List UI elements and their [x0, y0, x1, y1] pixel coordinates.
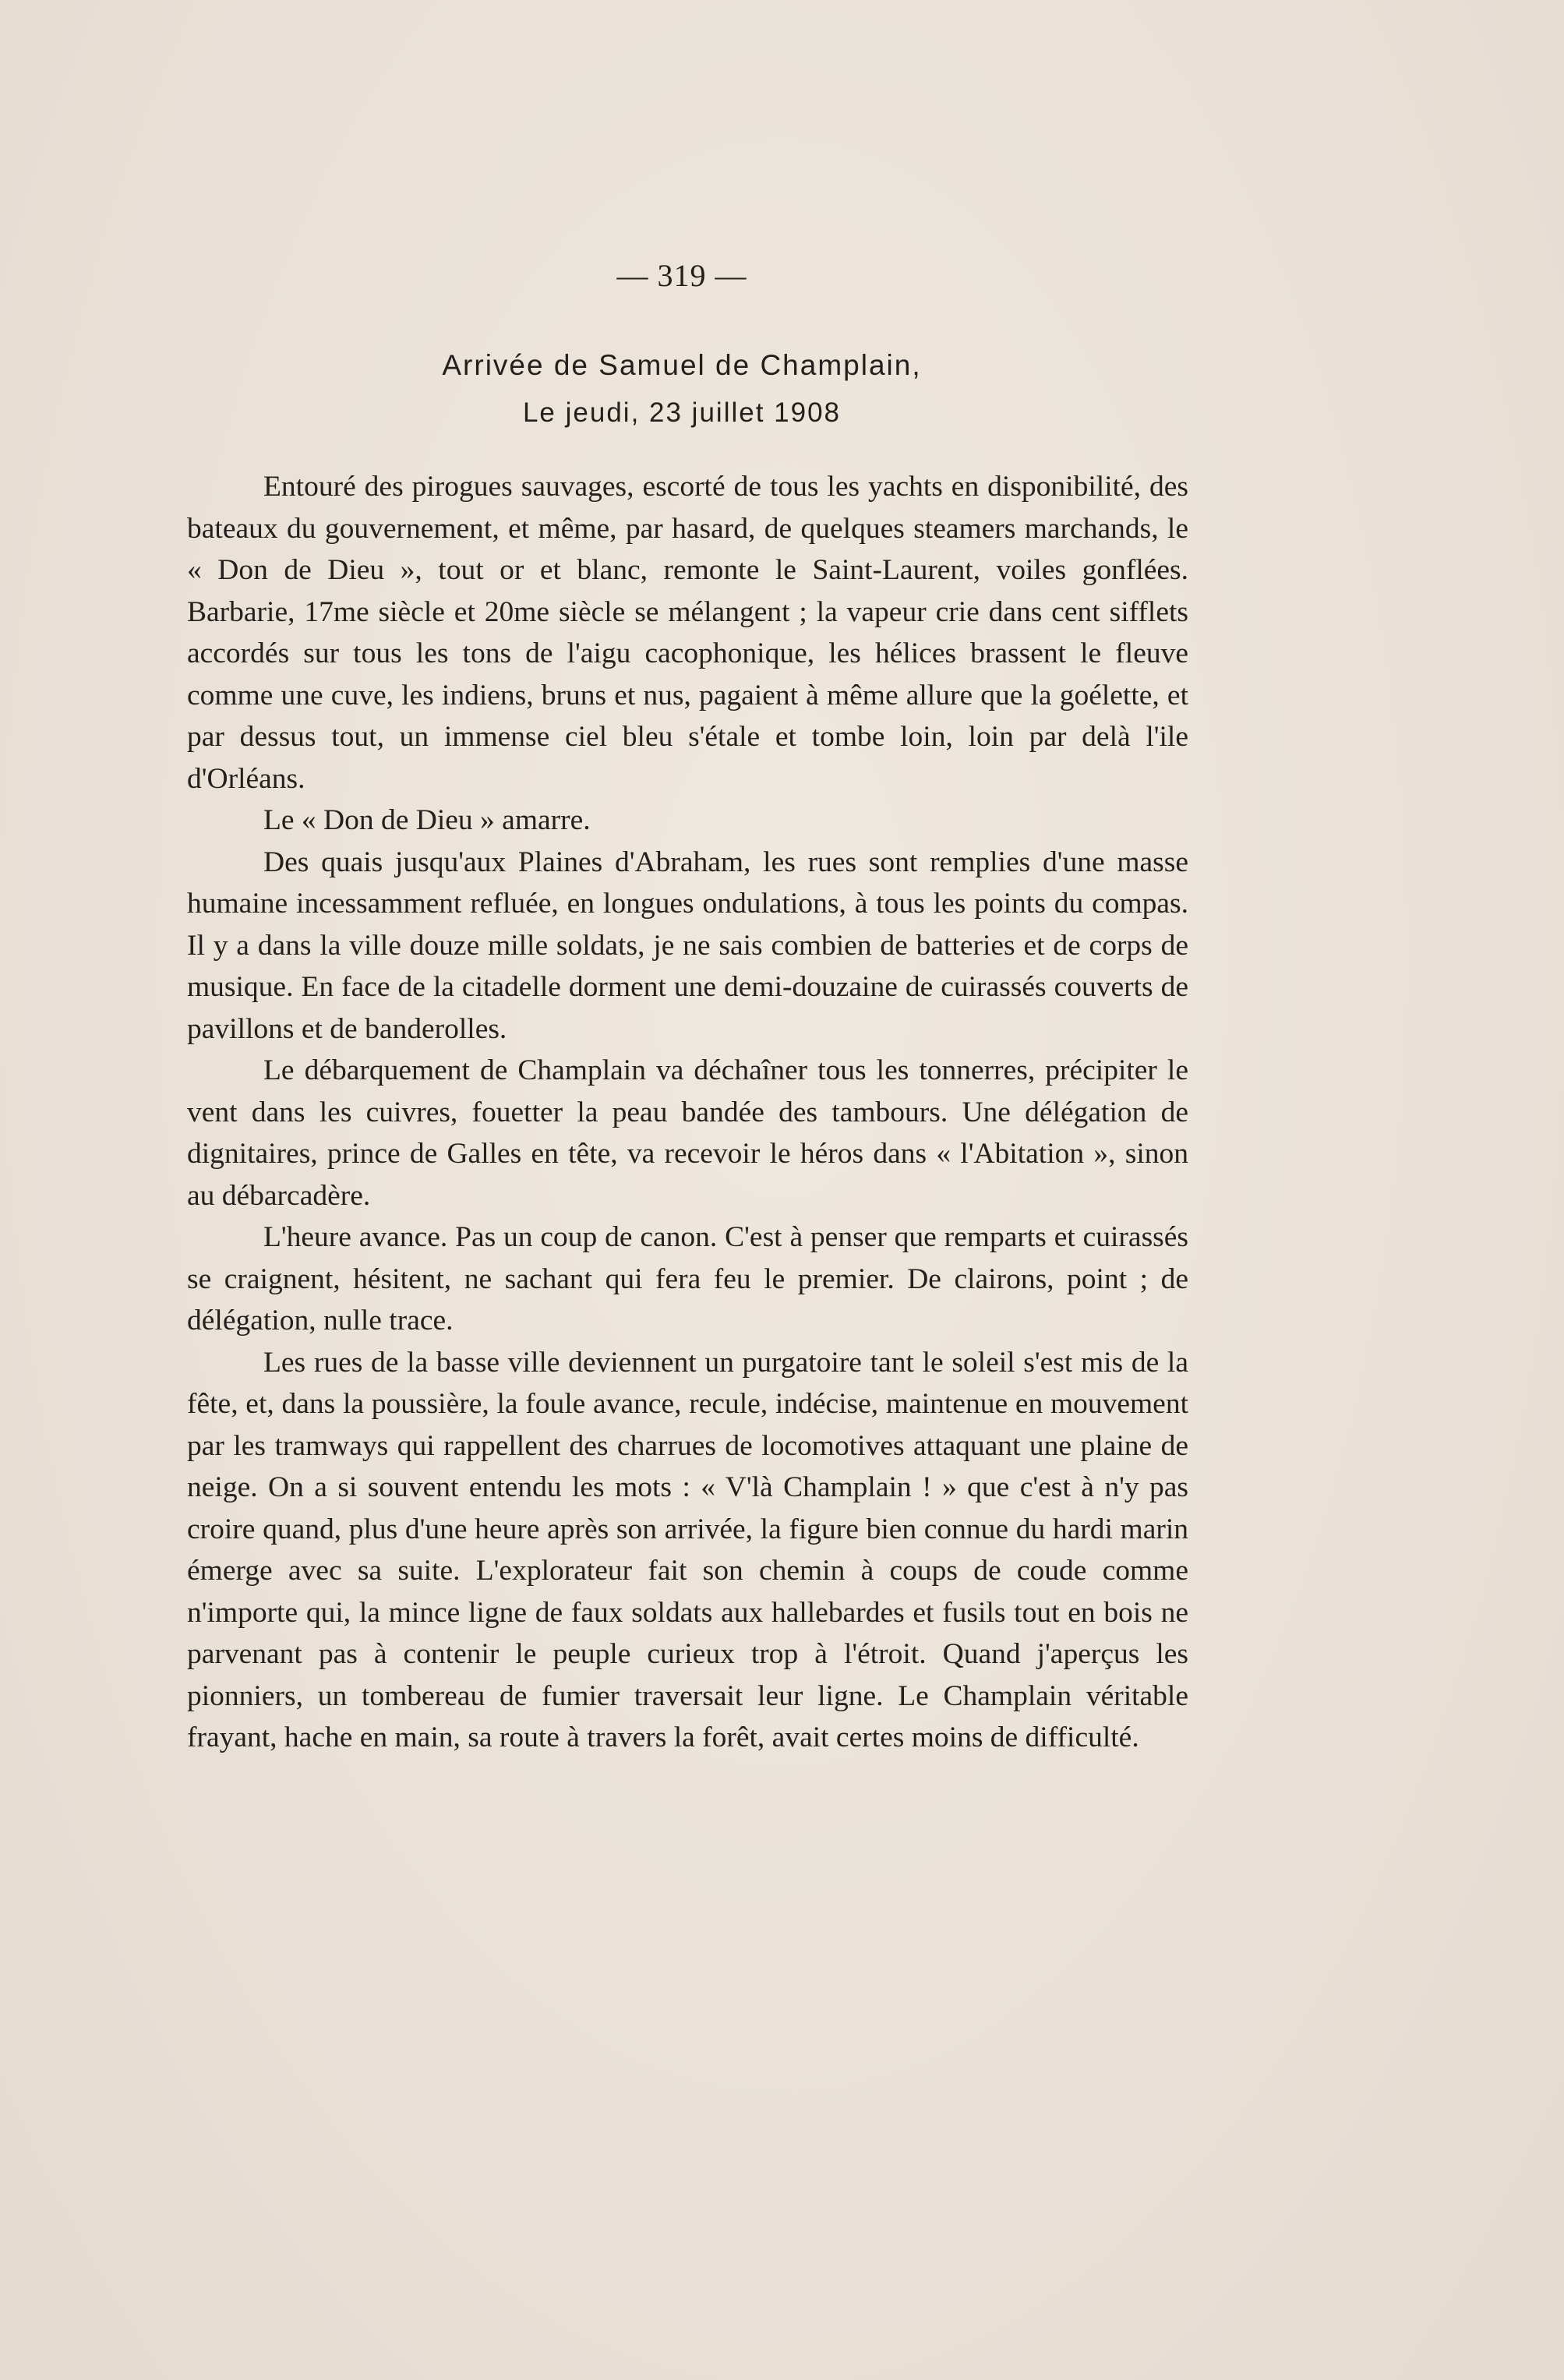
paragraph: L'heure avance. Pas un coup de canon. C'est à penser que remparts et cuirassés se craignent, hésitent, ne sachant qui fera feu le premier. De clairons, point ; de délégation, nulle trace.: [187, 1221, 1188, 1337]
article-date: Le jeudi, 23 juillet 1908: [522, 397, 842, 428]
paragraph: Les rues de la basse ville deviennent un purgatoire tant le soleil s'est mis de la fête, et, dans la poussière, la foule avance, recule, indécise, maintenue en mouvement par les tramways qui rappellent des charrues de locomotives attaquant une plaine de neige. On a si souvent entendu les mots : « V'là Champlain ! » que c'est à n'y pas croire quand, plus d'une heure après son arrivée, la figure bien connue du hardi marin émerge avec sa suite. L'explorateur fait son chemin à coups de coude comme n'importe qui, la mince ligne de faux soldats aux hallebardes et fusils tout en bois ne parvenant pas à contenir le peuple curieux trop à l'étroit. Quand j'aperçus les pionniers, un tombereau de fumier traversait leur ligne. Le Champlain véritable frayant, hache en main, sa route à travers la forêt, avait certes moins de difficulté.: [187, 1346, 1188, 1753]
page-number: — 319 —: [616, 258, 747, 293]
article-body: [187, 466, 1188, 1759]
paragraph: Le « Don de Dieu » amarre.: [263, 804, 591, 836]
paragraph: Entouré des pirogues sauvages, escorté de tous les yachts en disponibilité, des bateaux du gouvernement, et même, par hasard, de quelques steamers marchands, le « Don de Dieu », tout or et blanc, remonte le Saint-Laurent, voiles gonflées. Barbarie, 17me siècle et 20me siècle se mélangent ; la vapeur crie dans cent sifflets accordés sur tous les tons de l'aigu cacophonique, les hélices brassent le fleuve comme une cuve, les indiens, bruns et nus, pagaient à même allure que la goélette, et par dessus tout, un immense ciel bleu s'étale et tombe loin, loin par delà l'ile d'Orléans.: [187, 471, 1188, 795]
article-title: Arrivée de Samuel de Champlain,: [442, 349, 922, 381]
paragraph: Le débarquement de Champlain va déchaîner tous les tonnerres, précipiter le vent dans les cuivres, fouetter la peau bandée des tambours. Une délégation de dignitaires, prince de Galles en tête, va recevoir le héros dans « l'Abitation », sinon au débarcadère.: [187, 1054, 1188, 1212]
paragraph: Des quais jusqu'aux Plaines d'Abraham, les rues sont remplies d'une masse humaine incessamment refluée, en longues ondulations, à tous les points du compas. Il y a dans la ville douze mille soldats, je ne sais combien de batteries et de corps de musique. En face de la citadelle dorment une demi-douzaine de cuirassés couverts de pavillons et de banderolles.: [187, 846, 1188, 1045]
